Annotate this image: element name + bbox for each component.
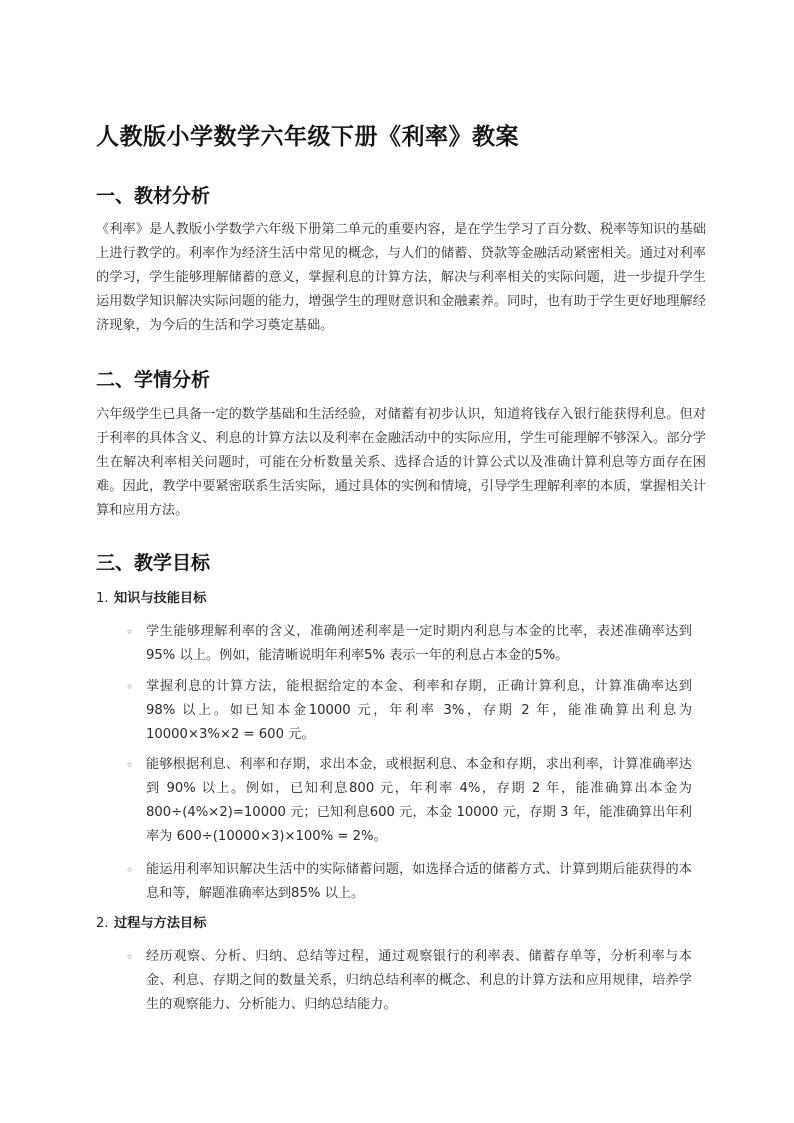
list-item [126, 675, 692, 747]
document-title: 人教版小学数学六年级下册《利率》教案 [96, 124, 519, 150]
list-item-text: 能够根据利息、利率和存期，求出本金，或根据利息、本金和存期，求出利率，计算准确率达到 90% 以上。例如，已知利息800 元，年利率 4%，存期 2 年，能准确算出本金为 800÷(4%×2)=10000 元；已知利息600 元，本金 10000 元，存期 3 年，能准确算出年利率为 600÷(10000×3)×100% = 2%。 [146, 757, 692, 844]
objective-title: 过程与方法目标 [114, 916, 207, 931]
bullet-icon: ◦ [126, 625, 134, 639]
list-item-text: 掌握利息的计算方法，能根据给定的本金、利率和存期，正确计算利息，计算准确率达到 98% 以上。如已知本金10000 元，年利率 3%，存期 2 年，能准确算出利息为 10000×3%×2 = 600 元。 [146, 679, 692, 742]
list-item [126, 753, 692, 849]
list-item [126, 858, 692, 906]
objective-number: 2. [96, 916, 109, 931]
bullet-icon: ◦ [126, 863, 134, 877]
list-item [126, 945, 692, 1017]
section-text-students: 六年级学生已具备一定的数学基础和生活经验，对储蓄有初步认识，知道将钱存入银行能获得利息。但对于利率的具体含义、利息的计算方法以及利率在金融活动中的实际应用，学生可能理解不够深入。部分学生在解决利率相关问题时，可能在分析数量关系、选择合适的计算公式以及准确计算利息等方面存在困难。因此，教学中要紧密联系生活实际，通过具体的实例和情境，引导学生理解利率的本质，掌握相关计算和应用方法。 [96, 407, 706, 518]
section-heading-materials: 一、教材分析 [96, 185, 211, 207]
objective-heading-process [96, 914, 206, 934]
objective-number: 1. [96, 591, 109, 606]
list-item-text: 能运用利率知识解决生活中的实际储蓄问题，如选择合适的储蓄方式、计算到期后能获得的本息和等，解题准确率达到85% 以上。 [146, 862, 692, 901]
objective-heading-knowledge [96, 589, 206, 609]
list-item-text: 学生能够理解利率的含义，准确阐述利率是一定时期内利息与本金的比率，表述准确率达到 95% 以上。例如，能清晰说明年利率5% 表示一年的利息占本金的5%。 [146, 624, 692, 663]
bullet-icon: ◦ [126, 758, 134, 772]
bullet-icon: ◦ [126, 950, 134, 964]
objective-title: 知识与技能目标 [114, 591, 207, 606]
section-heading-objectives: 三、教学目标 [96, 552, 211, 574]
section-text-materials: 《利率》是人教版小学数学六年级下册第二单元的重要内容，是在学生学习了百分数、税率等知识的基础上进行教学的。利率作为经济生活中常见的概念，与人们的储蓄、贷款等金融活动紧密相关。通过对利率的学习，学生能够理解储蓄的意义，掌握利息的计算方法，解决与利率相关的实际问题，进一步提升学生运用数学知识解决实际问题的能力，增强学生的理财意识和金融素养。同时，也有助于学生更好地理解经济现象，为今后的生活和学习奠定基础。 [96, 222, 706, 333]
section-heading-students: 二、学情分析 [96, 369, 211, 391]
bullet-icon: ◦ [126, 680, 134, 694]
list-item-text: 经历观察、分析、归纳、总结等过程，通过观察银行的利率表、储蓄存单等，分析利率与本金、利息、存期之间的数量关系，归纳总结利率的概念、利息的计算方法和应用规律，培养学生的观察能力、分析能力、归纳总结能力。 [146, 949, 692, 1012]
list-item [126, 620, 692, 668]
